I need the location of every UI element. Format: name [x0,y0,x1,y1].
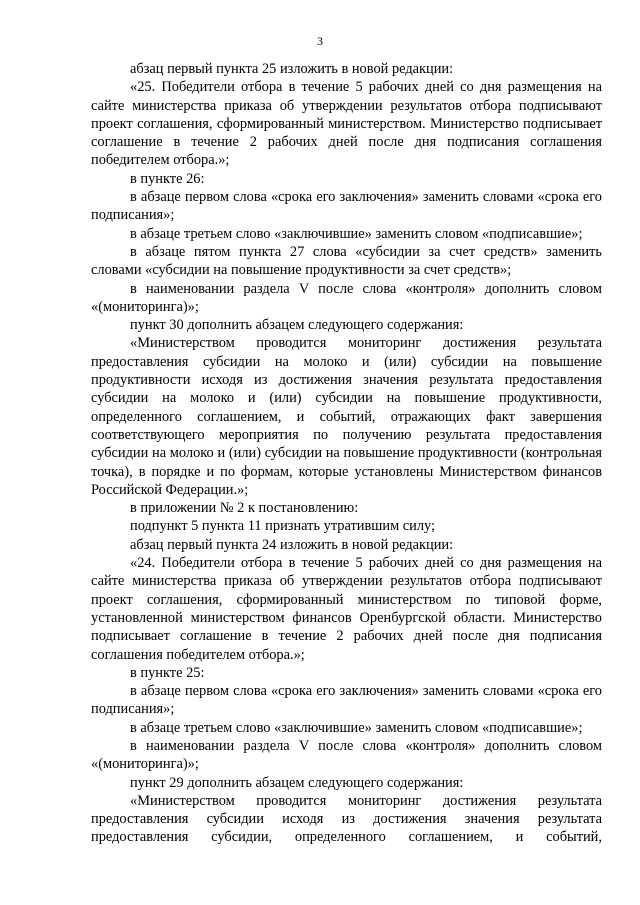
paragraph: в абзаце третьем слово «заключившие» заменить словом «подписавшие»; [130,719,583,736]
paragraph: в пункте 26: [130,170,205,187]
paragraph: в абзаце третьем слово «заключившие» заменить словом «подписавшие»; [130,225,583,242]
paragraph: «Министерством проводится мониторинг достижения результата предоставления субсидии исходя из достижения значения результата предоставления субсидии, определенного соглашением, и событий, [91,792,602,846]
paragraph: абзац первый пункта 25 изложить в новой редакции: [130,61,454,77]
paragraph: «25. Победители отбора в течение 5 рабочих дней со дня размещения на сайте министерства приказа об утверждении результатов отбора подписывают проект соглашения, сформированный министерством. Министерство подписывает соглашение в течение 2 рабочих дней после дня подписания соглашения победителем отбора.»; [91,79,602,169]
paragraph: в абзаце первом слова «срока его заключения» заменить словами «срока его подписания»; [91,189,602,224]
paragraph: абзац первый пункта 24 изложить в новой редакции: [130,536,454,553]
page-number: 3 [317,34,323,48]
paragraph: в абзаце пятом пункта 27 слова «субсидии за счет средств» заменить словами «субсидии на повышение продуктивности за счет средств»; [91,243,602,279]
document-body [91,60,602,847]
paragraph: в наименовании раздела V после слова «контроля» дополнить словом «(мониторинга)»; [91,280,602,315]
paragraph: в приложении № 2 к постановлению: [130,500,359,517]
paragraph: «Министерством проводится мониторинг достижения результата предоставления субсидии на молоко и (или) субсидии на повышение продуктивности исходя из достижения значения результата предоставления субсидии на молоко и (или) субсидии на повышение продуктивности, определенного соглашением, и событий, отражающих факт завершения соответствующего мероприятия по получению результата предоставления субсидии на молоко и (или) субсидии на повышение продуктивности (контрольная точка), в порядке и по формам, которые установлены Министерством финансов Российской Федерации.»; [91,335,602,498]
paragraph: в наименовании раздела V после слова «контроля» дополнить словом «(мониторинга)»; [91,737,602,773]
paragraph: пункт 29 дополнить абзацем следующего содержания: [130,774,464,791]
paragraph: «24. Победители отбора в течение 5 рабочих дней со дня размещения на сайте министерства приказа об утверждении результатов отбора подписывают проект соглашения, сформированный министерством по типовой форме, установленной министерством финансов Оренбургской области. Министерство подписывает соглашение в течение 2 рабочих дней после дня подписания соглашения победителем отбора.»; [91,555,602,663]
paragraph: пункт 30 дополнить абзацем следующего содержания: [130,317,464,334]
paragraph: подпункт 5 пункта 11 признать утратившим силу; [130,518,436,535]
paragraph: в абзаце первом слова «срока его заключения» заменить словами «срока его подписания»; [91,683,602,718]
paragraph: в пункте 25: [130,664,205,681]
